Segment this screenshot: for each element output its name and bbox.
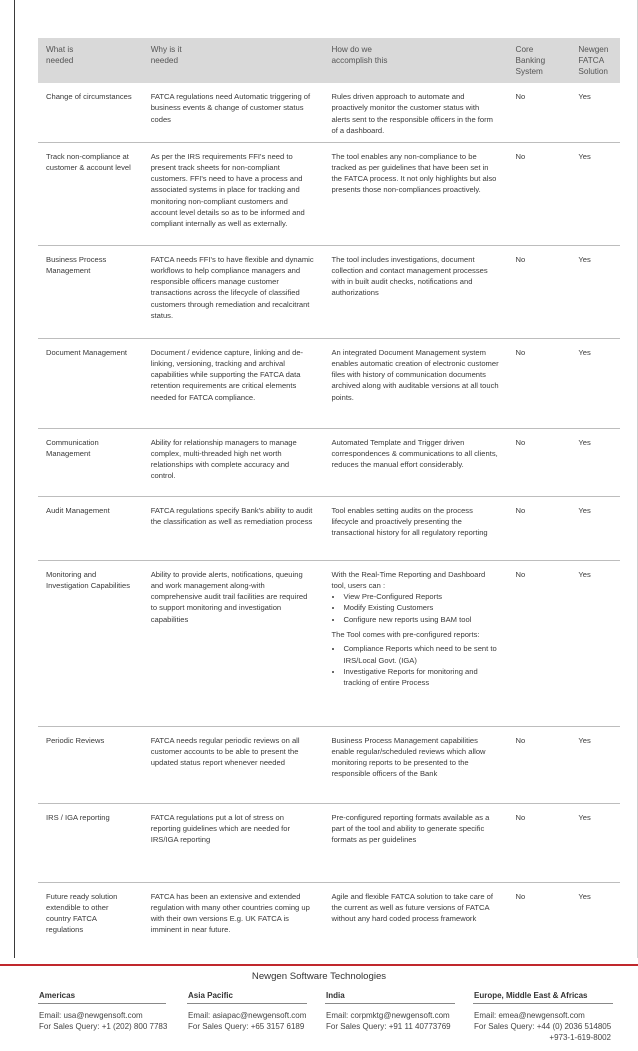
- list-item: • Modify Existing Customers: [343, 602, 499, 613]
- contact-phone: For Sales Query: +91 11 40773769: [326, 1022, 451, 1031]
- cell-core: No: [508, 142, 571, 245]
- region-asiapac-contact: [188, 1010, 306, 1032]
- cell-how: Business Process Management capabilities enable regular/scheduled reviews which allow monitoring reports to be presented to the responsible officers of the Bank: [323, 726, 507, 803]
- table-row: [38, 83, 620, 142]
- cell-why: Ability for relationship managers to manage complex, multi-threaded high net worth relationships with complete accuracy and control.: [143, 428, 324, 496]
- cell-why: Ability to provide alerts, notifications, queuing and work management along-with comprehensive audit trail facilities are required to support monitoring and investigation capabilities: [143, 560, 324, 726]
- cell-core: No: [508, 338, 571, 428]
- region-americas-title: Americas: [39, 991, 76, 1000]
- table-row: [38, 882, 620, 954]
- cell-how: Rules driven approach to automate and proactively monitor the customer status with alerts sent to the responsible officers in the form of a dashboard.: [323, 83, 507, 142]
- cell-how: An integrated Document Management system enables automatic creation of electronic customer files with history of communication documents archived along with auditable versions at all touch points.: [323, 338, 507, 428]
- table-row: [38, 428, 620, 496]
- cell-what: Future ready solution extendible to other country FATCA regulations: [46, 891, 118, 935]
- table-header-row: [38, 38, 620, 83]
- cell-newgen: Yes: [570, 142, 620, 245]
- page-footer: [0, 958, 638, 1051]
- contact-phone: For Sales Query: +65 3157 6189: [188, 1022, 305, 1031]
- company-name: Newgen Software Technologies: [251, 971, 387, 982]
- region-india-contact: [326, 1010, 451, 1032]
- table-row: [38, 496, 620, 560]
- cell-newgen: Yes: [570, 560, 620, 726]
- region-emea-contact: [474, 1010, 611, 1043]
- cell-newgen: Yes: [570, 338, 620, 428]
- how-report-list: [331, 643, 499, 688]
- cell-how: The tool enables any non-compliance to be tracked as per guidelines that have been set in the FATCA process. It not only highlights but also presents those non-compliances proactively.: [323, 142, 507, 245]
- cell-newgen: Yes: [570, 726, 620, 803]
- how-subintro: The Tool comes with pre-configured reports:: [331, 629, 480, 639]
- cell-core: No: [508, 560, 571, 726]
- cell-how: The tool includes investigations, document collection and contact management processes with in built audit checks, notifications and authorizations: [323, 245, 507, 338]
- cell-why: FATCA has been an extensive and extended regulation with many other countries coming up with their own versions E.g. UK FATCA is imminent in near future.: [150, 891, 310, 935]
- cell-how: [323, 560, 507, 726]
- contact-email: Email: usa@newgensoft.com: [39, 1011, 143, 1020]
- contact-email: Email: asiapac@newgensoft.com: [188, 1011, 307, 1020]
- cell-newgen: Yes: [570, 428, 620, 496]
- cell-core: No: [508, 245, 571, 338]
- list-item: • Configure new reports using BAM tool: [343, 614, 499, 625]
- list-item: • View Pre-Configured Reports: [343, 591, 499, 602]
- cell-newgen: Yes: [578, 891, 591, 901]
- contact-phone: For Sales Query: +1 (202) 800 7783: [39, 1022, 168, 1031]
- cell-what: Periodic Reviews: [38, 726, 143, 803]
- table-row: [38, 726, 620, 803]
- region-emea-title: Europe, Middle East & Africas: [474, 991, 588, 1000]
- table-row: [38, 560, 620, 726]
- cell-why: FATCA needs FFI's to have flexible and dynamic workflows to help compliance managers and responsible officers manage customer transactions across the lifecycle of classified customers through remediation and recalcitrant status.: [143, 245, 324, 338]
- table-row: [38, 338, 620, 428]
- cell-what: Audit Management: [38, 496, 143, 560]
- contact-email: Email: emea@newgensoft.com: [474, 1011, 585, 1020]
- cell-why: FATCA regulations need Automatic triggering of business events & change of customer status codes: [143, 83, 324, 142]
- list-item: • Compliance Reports which need to be sent to IRS/Local Govt. (IGA): [343, 643, 499, 666]
- cell-what: IRS / IGA reporting: [38, 803, 143, 882]
- table-row: [38, 142, 620, 245]
- contact-email: Email: corpmktg@newgensoft.com: [326, 1011, 450, 1020]
- cell-core: No: [508, 83, 571, 142]
- table-row: [38, 245, 620, 338]
- cell-what: Track non-compliance at customer & account level: [38, 142, 143, 245]
- region-americas-contact: [39, 1010, 167, 1032]
- region-asiapac-title: Asia Pacific: [188, 991, 233, 1000]
- cell-core: No: [515, 891, 526, 901]
- header-what-needed: What is needed: [38, 38, 143, 83]
- cell-how: Pre-configured reporting formats available as a part of the tool and ability to generate specific formats as per guidelines: [323, 803, 507, 882]
- header-newgen-fatca: Newgen FATCA Solution: [570, 38, 620, 83]
- cell-core: No: [508, 496, 571, 560]
- contact-phone: For Sales Query: +44 (0) 2036 514805: [474, 1022, 612, 1031]
- region-india-title: India: [326, 991, 345, 1000]
- list-item: • Investigative Reports for monitoring and tracking of entire Process: [343, 666, 499, 689]
- table-row: [38, 803, 620, 882]
- cell-how: Agile and flexible FATCA solution to take care of the current as well as future versions of FATCA without any hard coded process framework: [331, 891, 493, 924]
- cell-why: FATCA regulations put a lot of stress on reporting guidelines which are needed for IRS/IGA reporting: [143, 803, 324, 882]
- cell-newgen: Yes: [570, 496, 620, 560]
- cell-newgen: Yes: [570, 83, 620, 142]
- cell-newgen: Yes: [570, 803, 620, 882]
- cell-what: Change of circumstances: [38, 83, 143, 142]
- how-intro: With the Real-Time Reporting and Dashboard tool, users can :: [331, 569, 486, 590]
- cell-what: Communication Management: [38, 428, 143, 496]
- header-why-needed: Why is it needed: [143, 38, 324, 83]
- cell-why: Document / evidence capture, linking and de-linking, versioning, tracking and archival capabilities while supporting the FATCA data retention requirements are critical elements needed for FATCA compliance.: [143, 338, 324, 428]
- cell-what: Monitoring and Investigation Capabilities: [38, 560, 143, 726]
- cell-how: Tool enables setting audits on the process lifecycle and proactively presenting the transactional history for all regulatory reporting: [323, 496, 507, 560]
- cell-why: FATCA needs regular periodic reviews on all customer accounts to be able to present the updated status report whenever needed: [143, 726, 324, 803]
- cell-how: Automated Template and Trigger driven correspondences & communications to all clients, reduces the manual effort considerably.: [323, 428, 507, 496]
- cell-why: As per the IRS requirements FFI's need to present track sheets for non-compliant customers. FFI's need to have a process and associated systems in place for tracking and monitoring non-compliant customers and account level details so as to be informed and compliant internally as well as externally.: [143, 142, 324, 245]
- region-divider: [38, 1003, 166, 1004]
- fatca-comparison-table: [38, 38, 620, 954]
- region-divider: [187, 1003, 307, 1004]
- cell-core: No: [508, 428, 571, 496]
- cell-core: No: [508, 726, 571, 803]
- cell-newgen: Yes: [570, 245, 620, 338]
- region-divider: [473, 1003, 613, 1004]
- header-core-banking: Core Banking System: [508, 38, 571, 83]
- header-how-accomplish: How do we accomplish this: [323, 38, 507, 83]
- footer-red-rule: [0, 964, 638, 966]
- cell-what: Document Management: [38, 338, 143, 428]
- how-feature-list: [331, 591, 499, 625]
- cell-what: Business Process Management: [38, 245, 143, 338]
- contact-phone-alt: +973-1-619-8002: [549, 1033, 611, 1042]
- cell-why: FATCA regulations specify Bank's ability to audit the classification as well as remediation process: [143, 496, 324, 560]
- region-divider: [325, 1003, 455, 1004]
- cell-core: No: [508, 803, 571, 882]
